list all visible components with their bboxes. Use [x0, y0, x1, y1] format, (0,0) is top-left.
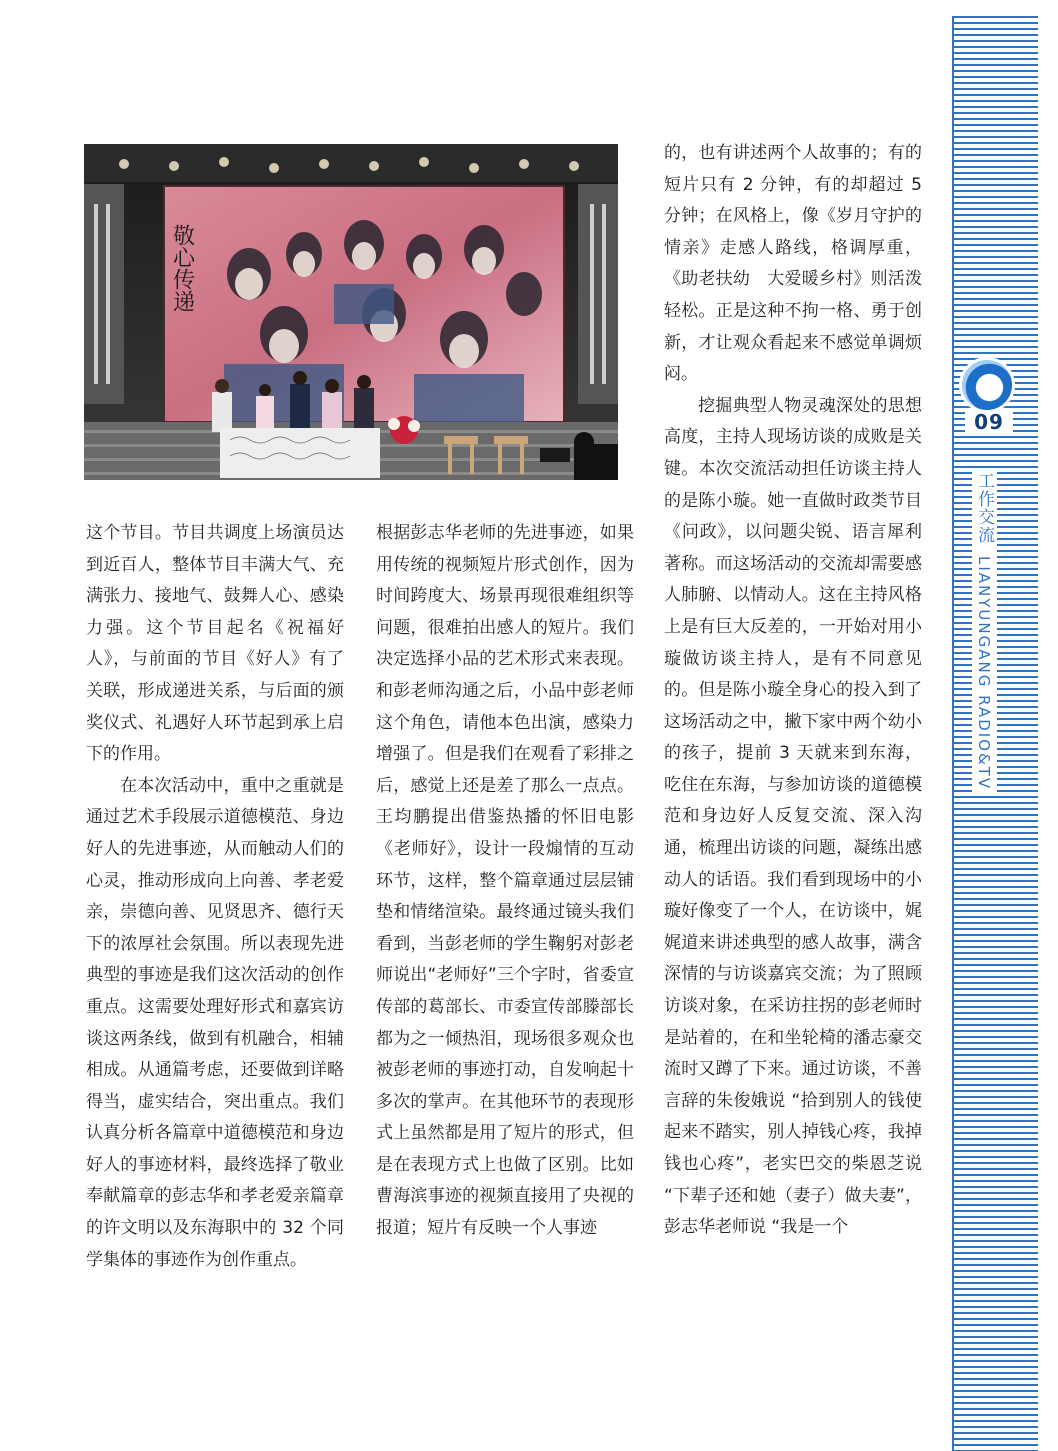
paragraph: 根据彭志华老师的先进事迹，如果用传统的视频短片形式创作，因为时间跨度大、场景再现很难组织等问题，很难拍出感人的短片。我们决定选择小品的艺术形式来表现。和彭老师沟通之后，小品中彭老师这个角色，请他本色出演，感染力增强了。但是我们在观看了彩排之后，感觉上还是差了那么一点点。王均鹏提出借鉴热播的怀旧电影《老师好》，设计一段煽情的互动环节，这样，整个篇章通过层层铺垫和情绪渲染。最终通过镜头我们看到，当彭老师的学生鞠躬对彭老师说出“老师好”三个字时，省委宣传部的葛部长、市委宣传部滕部长都为之一倾热泪，现场很多观众也被彭老师的事迹打动，自发响起十多次的掌声。在其他环节的表现形式上虽然都是用了短片的形式，但是在表现方式上也做了区别。比如曹海滨事迹的视频直接用了央视的报道；短片有反映一个人事迹 [376, 523, 634, 1239]
section-label-cn: 工作交流 [974, 472, 994, 544]
painting-calligraphy: 敬心传递 [169, 224, 195, 312]
text-column-3 [664, 138, 922, 1244]
band-top-gap [952, 0, 1038, 16]
paragraph: 在本次活动中，重中之重就是通过艺术手段展示道德模范、身边好人的先进事迹，从而触动人们的心灵，推动形成向上向善、孝老爱亲，崇德向善、见贤思齐、德行天下的浓厚社会氛围。所以表现先进典型的事迹是我们这次活动的创作重点。这需要处理好形式和嘉宾访谈这两条线，做到有机融合，相辅相成。从通篇考虑，还要做到详略得当，虚实结合，突出重点。我们认真分析各篇章中道德模范和身边好人的事迹材料，最终选择了敬业奉献篇章的彭志华和孝老爱亲篇章的许文明以及东海职中的 32 个同学集体的事迹作为创作重点。 [86, 775, 344, 1270]
page-number: 09 [965, 410, 1013, 434]
paragraph: 这个节目。节目共调度上场演员达到近百人，整体节目丰满大气、充满张力、接地气、鼓舞人心、感染力强。这个节目起名《祝福好人》，与前面的节目《好人》有了关联，形成递进关系，与后面的颁奖仪式、礼遇好人环节起到承上启下的作用。 [86, 523, 344, 765]
stage-photo [84, 144, 618, 480]
paragraph: 的，也有讲述两个人故事的；有的短片只有 2 分钟，有的却超过 5 分钟；在风格上，像《岁月守护的情亲》走感人路线，格调厚重，《助老扶幼 大爱暖乡村》则活泼轻松。正是这种不拘一格、勇于创新，才让观众看起来不感觉单调烦闷。 [664, 143, 922, 385]
section-label-en: LIANYUNGANG RADIO&TV [975, 556, 993, 791]
text-column-1 [86, 518, 344, 1276]
paragraph: 挖掘典型人物灵魂深处的思想高度，主持人现场访谈的成败是关键。本次交流活动担任访谈主持人的是陈小璇。她一直做时政类节目《问政》，以问题尖锐、语言犀利著称。而这场活动的交流却需要感人肺腑、以情动人。这在主持风格上是有巨大反差的，一开始对用小璇做访谈主持人，是有不同意见的。但是陈小璇全身心的投入到了这场活动之中，撇下家中两个幼小的孩子，提前 3 天就来到东海，吃住在东海，与参加访谈的道德模范和身边好人反复交流、深入沟通，梳理出访谈的问题，凝练出感动人的话语。我们看到现场中的小璇好像变了一个人，在访谈中，娓娓道来讲述典型的感人故事，满含深情的与访谈嘉宾交流；为了照顾访谈对象，在采访拄拐的彭老师时是站着的，在和坐轮椅的潘志豪交流时又蹲了下来。通过访谈，不善言辞的朱俊娥说 “拾到别人的钱使起来不踏实，别人掉钱心疼，我掉钱也心疼”，老实巴交的柴恩芝说 “下辈子还和她（妻子）做夫妻”，彭志华老师说 “我是一个 [664, 395, 922, 1238]
section-label [972, 470, 997, 793]
text-column-2 [376, 518, 634, 1245]
stage-photo-illustration [84, 144, 618, 480]
magazine-logo-icon [962, 360, 1012, 410]
